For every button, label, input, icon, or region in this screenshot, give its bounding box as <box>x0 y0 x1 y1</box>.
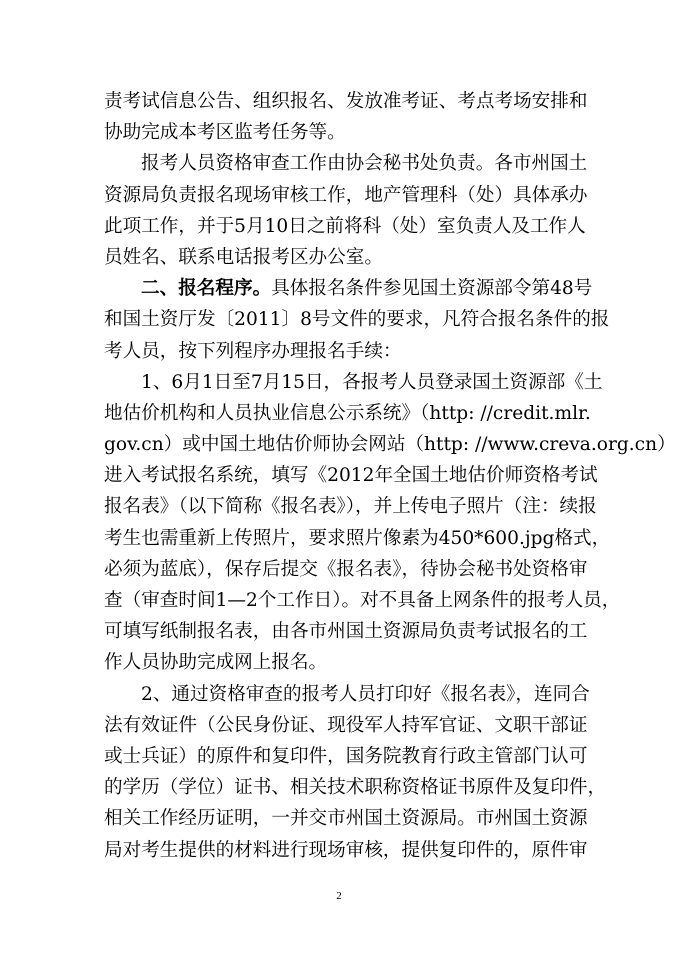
text-line: 必须为蓝底），保存后提交《报名表》，待协会秘书处资格审 <box>104 558 588 580</box>
text-line: 报名表》（以下简称《报名表》），并上传电子照片（注：续报 <box>104 496 597 518</box>
text-line: 法有效证件（公民身份证、现役军人持军官证、文职干部证 <box>104 714 588 736</box>
text-line: 进入考试报名系统，填写《2012年全国土地估价师资格考试 <box>104 465 598 487</box>
text-line: 的学历（学位）证书、相关技术职称资格证书原件及复印件， <box>104 777 607 799</box>
text-line: 考人员，按下列程序办理报名手续： <box>104 340 402 362</box>
text-line: 地估价机构和人员执业信息公示系统》（http: //credit.mlr. <box>104 402 591 424</box>
text-line: 相关工作经历证明，一并交市州国土资源局。市州国土资源 <box>104 808 588 830</box>
text-line: 或士兵证）的原件和复印件，国务院教育行政主管部门认可 <box>104 745 588 767</box>
text-line: gov.cn）或中国土地估价师协会网站（http: //www.creva.org.cn） <box>104 434 676 456</box>
page-number: 2 <box>336 890 342 902</box>
text-line: 责考试信息公告、组织报名、发放准考证、考点考场安排和 <box>104 91 588 112</box>
text-line: 和国土资厅发〔2011〕8号文件的要求，凡符合报名条件的报 <box>104 309 610 331</box>
text-line: 具体报名条件参见国土资源部令第48号 <box>271 278 593 300</box>
text-line: 2、通过资格审查的报考人员打印好《报名表》，连同合 <box>141 683 590 705</box>
text-line: 可填写纸制报名表，由各市州国土资源局负责考试报名的工 <box>104 621 588 643</box>
text-line: 局对考生提供的材料进行现场审核，提供复印件的，原件审 <box>104 839 588 861</box>
section-heading: 二、报名程序。 <box>141 278 272 300</box>
text-line: 协助完成本考区监考任务等。 <box>104 122 346 144</box>
text-line: 此项工作，并于5月10日之前将科（处）室负责人及工作人 <box>104 215 586 237</box>
text-line: 考生也需重新上传照片，要求照片像素为450*600.jpg格式， <box>104 527 611 549</box>
text-line: 作人员协助完成网上报名。 <box>104 652 328 674</box>
text-line: 查（审查时间1—2个工作日）。对不具备上网条件的报考人员， <box>104 590 621 611</box>
text-line: 员姓名、联系电话报考区办公室。 <box>104 246 383 268</box>
text-line: 报考人员资格审查工作由协会秘书处负责。各市州国土 <box>141 153 588 175</box>
text-line: 1、6月1日至7月15日，各报考人员登录国土资源部《土 <box>141 371 603 393</box>
section-heading-line <box>104 273 593 304</box>
document-body <box>104 86 676 866</box>
text-line: 资源局负责报名现场审核工作，地产管理科（处）具体承办 <box>104 184 588 206</box>
